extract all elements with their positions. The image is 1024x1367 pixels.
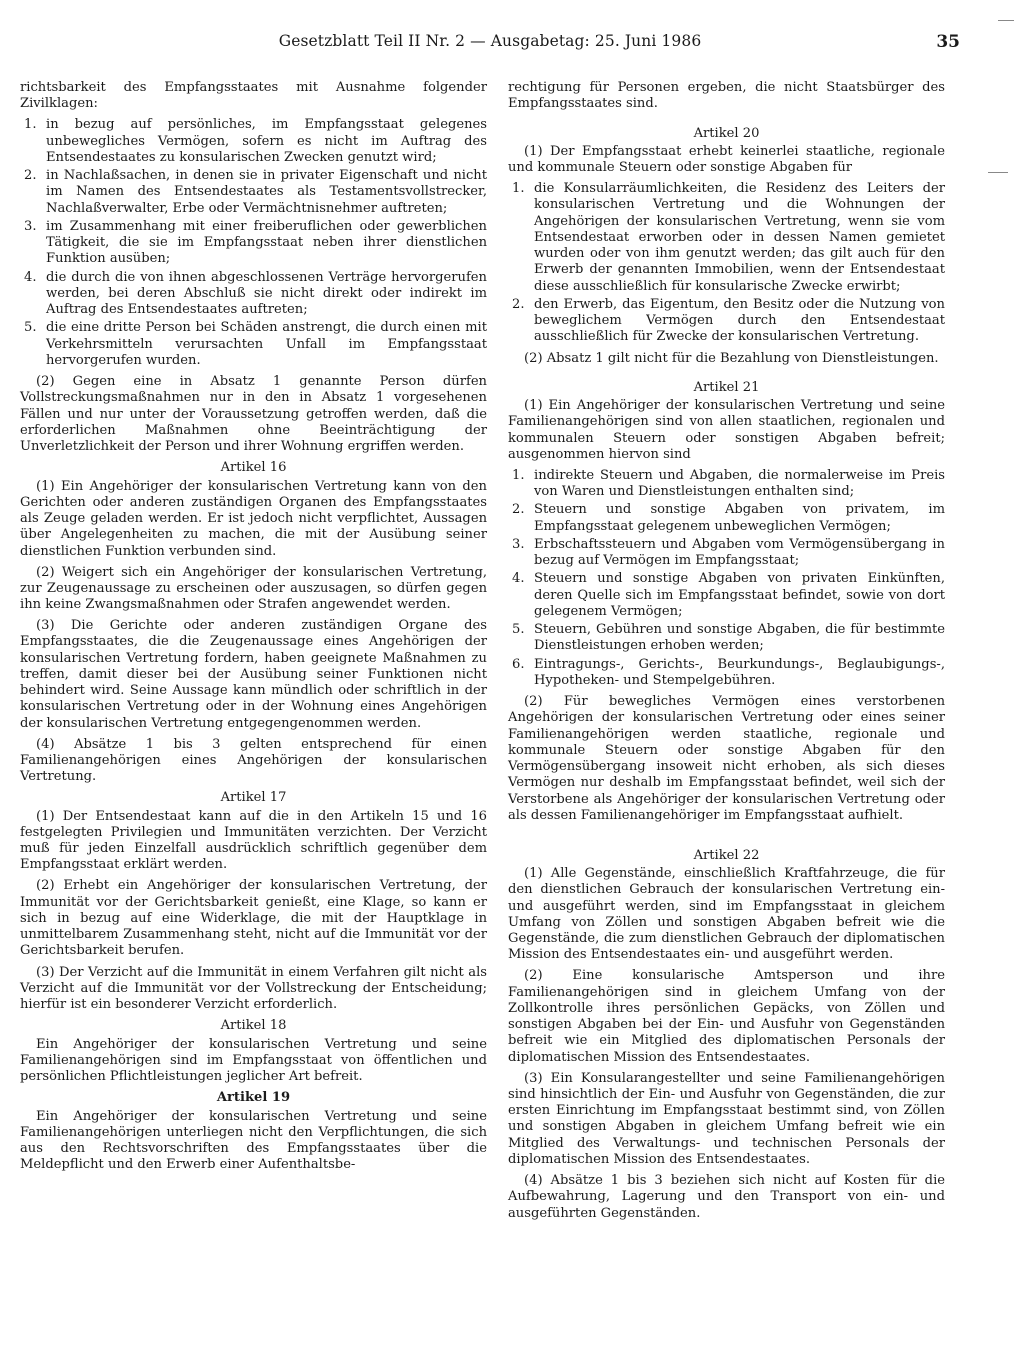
paragraph: (2) Weigert sich ein Angehöriger der konsularischen Vertretung, zur Zeugenaussage zu erscheinen oder auszusagen, so dürfen gegen ihn keine Zwangsmaßnahmen oder Strafen angewendet werden. <box>20 564 487 613</box>
paragraph: (1) Ein Angehöriger der konsularischen Vertretung kann von den Gerichten oder anderen zuständigen Organen des Empfangsstaates als Zeuge geladen werden. Er ist jedoch nicht verpflichtet, Aussagen über Angelegenheiten zu machen, die mit der Ausübung seiner dienstlichen Funktion verbunden sind. <box>20 478 487 559</box>
list-item: 3. Erbschaftssteuern und Abgaben vom Vermögensübergang in bezug auf Vermögen im Empfangsstaat; <box>512 536 945 569</box>
margin-mark-middle <box>988 172 1008 173</box>
page-header <box>20 32 960 62</box>
article-16-heading: Artikel 16 <box>220 460 287 476</box>
paragraph: (3) Ein Konsularangestellter und seine Familienangehörigen sind hinsichtlich der Ein- und Ausfuhr von Gegenständen, die zur ersten Einrichtung im Empfangsstaat bestimmt sind, von Zöllen und sonstigen Abgaben in gleichem Umfang befreit wie ein Mitglied des Verwaltungs- und technischen Personals der diplomatischen Mission des Entsendestaates. <box>508 1070 945 1167</box>
paragraph: (2) Eine konsularische Amtsperson und ihre Familienangehörigen sind in gleichem Umfang von der Zollkontrolle ihres persönlichen Gepäcks, von Zöllen und sonstigen Abgaben bei der Ein- und Ausfuhr von Gegenständen befreit wie ein Mitglied des diplomatischen Personals der diplomatischen Mission des Entsendestaates. <box>508 968 945 1065</box>
paragraph: (1) Ein Angehöriger der konsularischen Vertretung und seine Familienangehörigen sind von allen staatlichen, regionalen und kommunalen Steuern oder sonstigen Abgaben befreit; ausgenommen hiervon sind <box>508 398 945 462</box>
list-item: 3. im Zusammenhang mit einer freiberuflichen oder gewerblichen Tätigkeit, die sie im Empfangsstaat neben ihrer dienstlichen Funktion ausüben; <box>24 218 487 267</box>
list-item: 6. Eintragungs-, Gerichts-, Beurkundungs-, Beglaubigungs-, Hypotheken- und Stempelgebühren. <box>512 656 945 688</box>
paragraph: (2) Erhebt ein Angehöriger der konsularischen Vertretung, der Immunität vor der Gerichtsbarkeit genießt, eine Klage, so kann er sich in bezug auf eine Widerklage, die mit der Hauptklage in unmittelbarem Zusammenhang steht, nicht auf die Immunität vor der Gerichtsbarkeit berufen. <box>20 878 487 959</box>
header-title: Gesetzblatt Teil II Nr. 2 — Ausgabetag: 25. Juni 1986 <box>278 32 702 50</box>
list-item: 4. Steuern und sonstige Abgaben von privaten Einkünften, deren Quelle sich im Empfangsstaat befindet, sowie von dort gelegenem Vermögen; <box>512 571 945 619</box>
paragraph-continuation: rechtigung für Personen ergeben, die nicht Staatsbürger des Empfangsstaates sind. <box>508 80 945 112</box>
right-column <box>508 80 945 1227</box>
list-item: 5. Steuern, Gebühren und sonstige Abgaben, die für bestimmte Dienstleistungen erhoben werden; <box>512 622 945 654</box>
article-19-heading: Artikel 19 <box>216 1090 291 1106</box>
list-item: 2. den Erwerb, das Eigentum, den Besitz oder die Nutzung von beweglichem Vermögen durch den Entsendestaat ausschließlich für Zwecke der konsularischen Vertretung. <box>512 296 945 345</box>
article-20-heading: Artikel 20 <box>693 125 760 141</box>
paragraph: (1) Der Empfangsstaat erhebt keinerlei staatliche, regionale und kommunale Steuern oder sonstige Abgaben für <box>508 143 945 175</box>
article-22-heading: Artikel 22 <box>693 847 760 863</box>
list-item: 5. die eine dritte Person bei Schäden anstrengt, die durch einen mit Verkehrsmitteln verursachten Unfall im Empfangsstaat hervorgerufen wurden. <box>24 320 487 368</box>
page-number: 35 <box>936 32 960 52</box>
list-item: 2. Steuern und sonstige Abgaben von privatem, im Empfangsstaat gelegenem unbeweglichen Vermögen; <box>512 502 945 534</box>
paragraph: (1) Alle Gegenstände, einschließlich Kraftfahrzeuge, die für den dienstlichen Gebrauch der konsularischen Vertretung ein- und ausgeführt werden, sind im Empfangsstaat in gleichem Umfang von Zöllen und sonstigen Abgaben befreit wie die Gegenstände, die zum dienstlichen Gebrauch der diplomatischen Mission des Entsendestaates ein- und ausgeführt werden. <box>508 866 945 963</box>
paragraph: (3) Der Verzicht auf die Immunität in einem Verfahren gilt nicht als Verzicht auf die Immunität vor der Vollstreckung der Entscheidung; hierfür ist ein besonderer Verzicht erforderlich. <box>20 964 487 1013</box>
list-item: 1. in bezug auf persönliches, im Empfangsstaat gelegenes unbewegliches Vermögen, sofern es nicht im Auftrag des Entsendestaates zu konsularischen Zwecken genutzt wird; <box>24 117 487 165</box>
list-item: 1. indirekte Steuern und Abgaben, die normalerweise im Preis von Waren und Dienstleistungen enthalten sind; <box>512 467 945 500</box>
tax-exception-list <box>508 468 945 689</box>
exception-list <box>20 117 487 369</box>
paragraph-continuation: richtsbarkeit des Empfangsstaates mit Ausnahme folgender Zivilklagen: <box>20 80 487 112</box>
list-item: 4. die durch die von ihnen abgeschlossenen Verträge hervorgerufen werden, bei deren Abschluß sie nicht direkt oder indirekt im Auftrag des Entsendestaates auftreten; <box>24 269 487 318</box>
paragraph: (4) Absätze 1 bis 3 gelten entsprechend für einen Familienangehörigen eines Angehörigen der konsularischen Vertretung. <box>20 736 487 785</box>
margin-mark-top <box>998 20 1014 21</box>
paragraph: (2) Absatz 1 gilt nicht für die Bezahlung von Dienstleistungen. <box>524 350 939 366</box>
paragraph: (4) Absätze 1 bis 3 beziehen sich nicht auf Kosten für die Aufbewahrung, Lagerung und den Transport von ein- und ausgeführten Gegenständen. <box>508 1173 945 1221</box>
paragraph: (2) Gegen eine in Absatz 1 genannte Person dürfen Vollstreckungsmaßnahmen nur in den in Absatz 1 vorgesehenen Fällen und nur unter der Voraussetzung getroffen werden, daß die erforderlichen Maßnahmen ohne Beeinträchtigung der Unverletzlichkeit der Person und ihrer Wohnung ergriffen werden. <box>20 374 487 455</box>
list-item: 2. in Nachlaßsachen, in denen sie in privater Eigenschaft und nicht im Namen des Entsendestaates als Testamentsvollstrecker, Nachlaßverwalter, Erbe oder Vermächtnisnehmer auftreten; <box>24 168 487 216</box>
paragraph: (2) Für bewegliches Vermögen eines verstorbenen Angehörigen der konsularischen Vertretung oder eines seiner Familienangehörigen werden staatliche, regionale und kommunale Steuern oder sonstige Abgaben für den Vermögensübergang insoweit nicht erhoben, als sich dieses Vermögen nur deshalb im Empfangsstaat befindet, weil sich der Verstorbene als Angehöriger der konsularischen Vertretung oder als dessen Familienangehöriger im Empfangsstaat aufhielt. <box>508 694 945 823</box>
paragraph: (1) Der Entsendestaat kann auf die in den Artikeln 15 und 16 festgelegten Privilegien und Immunitäten verzichten. Der Verzicht muß für jeden Einzelfall ausdrücklich schriftlich gegenüber dem Empfangsstaat erklärt werden. <box>20 808 487 873</box>
article-17-heading: Artikel 17 <box>220 790 287 806</box>
article-18-heading: Artikel 18 <box>220 1018 287 1034</box>
paragraph: Ein Angehöriger der konsularischen Vertretung und seine Familienangehörigen unterliegen nicht den Verpflichtungen, die sich aus den Rechtsvorschriften des Empfangsstaates über die Meldepflicht und den Erwerb einer Aufenthaltsbe- <box>20 1108 487 1173</box>
left-column <box>20 80 487 1178</box>
list-item: 1. die Konsularräumlichkeiten, die Residenz des Leiters der konsularischen Vertretung und die Wohnungen der Angehörigen der konsularischen Vertretung, wenn sie vom Entsendestaat erworben oder in dessen Namen gemietet wurden oder von ihm genutzt werden; das gilt auch für den Erwerb der genannten Immobilien, wenn der Entsendestaat diese ausschließlich für konsularische Zwecke erwirbt; <box>512 181 945 294</box>
paragraph: (3) Die Gerichte oder anderen zuständigen Organe des Empfangsstaates, die die Zeugenaussage eines Angehörigen der konsularischen Vertretung fordern, haben geeignete Maßnahmen zu treffen, damit dieser bei der Ausübung seiner Funktionen nicht behindert wird. Seine Aussage kann mündlich oder schriftlich in der konsularischen Vertretung oder in der Wohnung eines Angehörigen der konsularischen Vertretung entgegengenommen werden. <box>20 618 487 731</box>
article-21-heading: Artikel 21 <box>693 379 760 395</box>
tax-exemption-list <box>508 181 945 346</box>
paragraph: Ein Angehöriger der konsularischen Vertretung und seine Familienangehörigen sind im Empfangsstaat von öffentlichen und persönlichen Pflichtleistungen jeglicher Art befreit. <box>20 1036 487 1085</box>
